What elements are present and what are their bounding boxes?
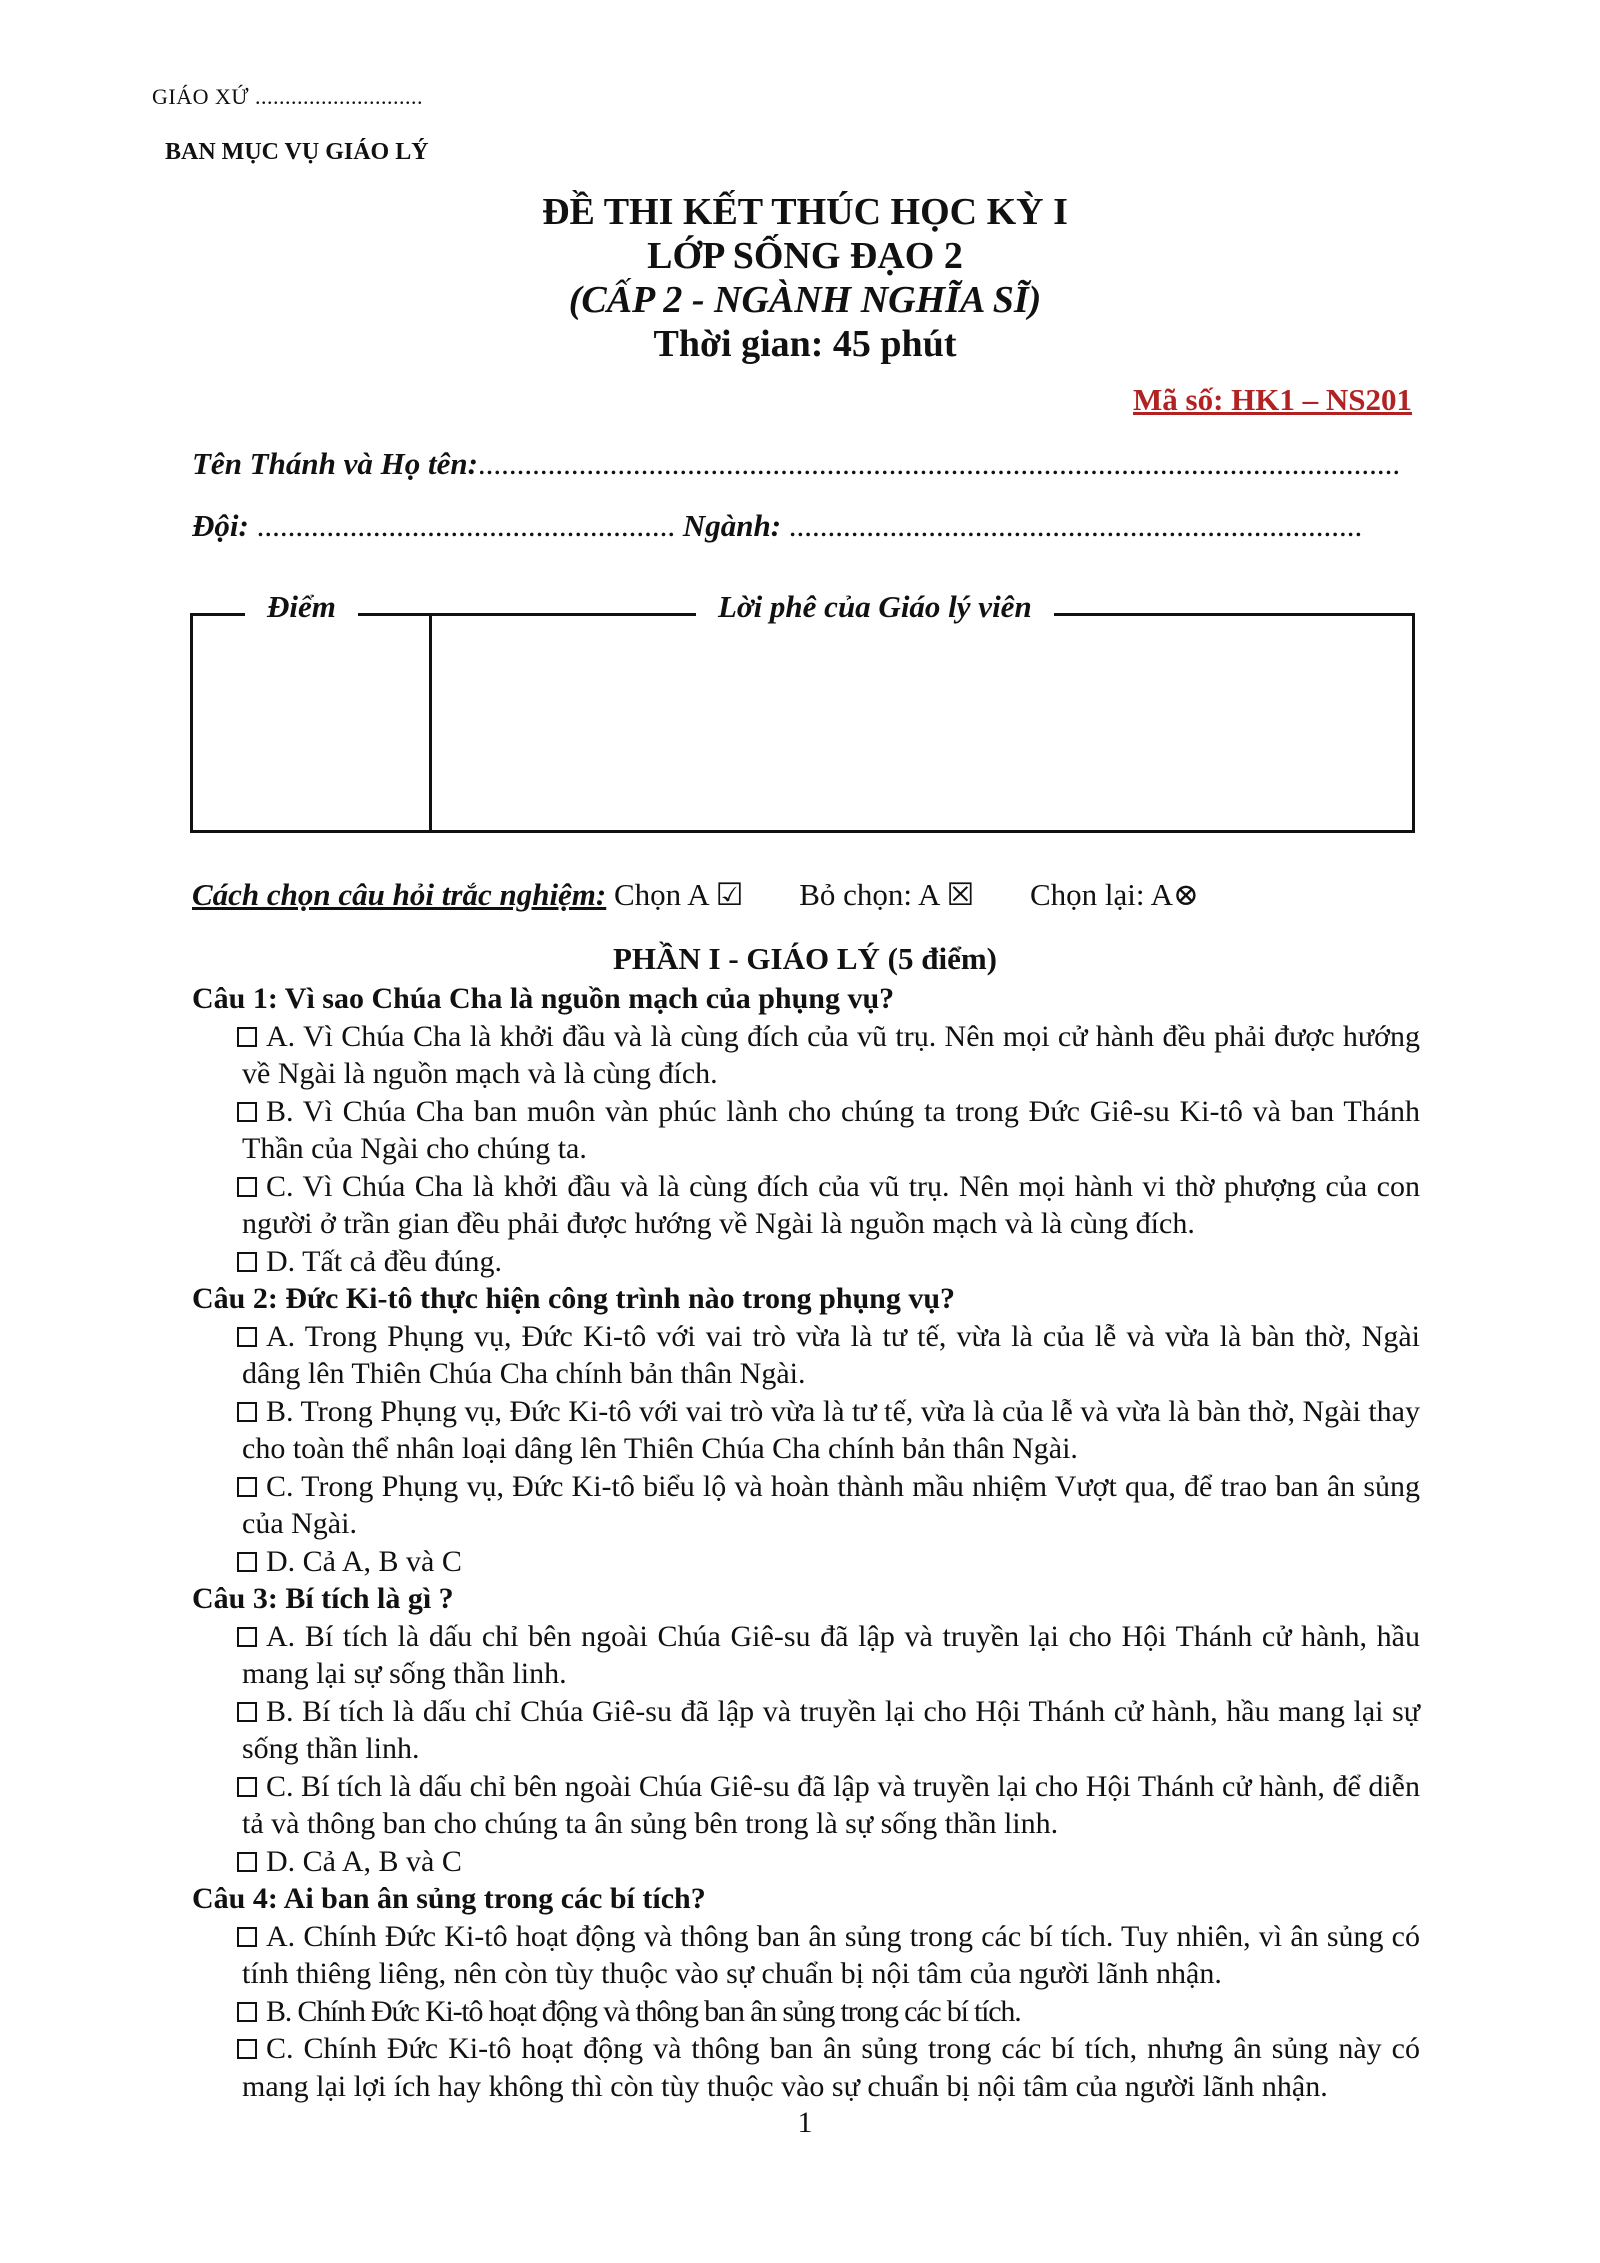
grade-box bbox=[190, 589, 1415, 833]
option-4b[interactable]: B. Chính Đức Ki-tô hoạt động và thông ban ân sủng trong các bí tích. bbox=[192, 1993, 1420, 2031]
checkbox-icon[interactable] bbox=[237, 1702, 257, 1722]
option-3c[interactable]: C. Bí tích là dấu chỉ bên ngoài Chúa Giê-su đã lập và truyền lại cho Hội Thánh cử hành, để diễn tả và thông ban cho chúng ta ân sủng bên trong là sự sống thần linh. bbox=[192, 1768, 1420, 1843]
question-list bbox=[192, 980, 1420, 2105]
option-3a[interactable]: A. Bí tích là dấu chỉ bên ngoài Chúa Giê-su đã lập và truyền lại cho Hội Thánh cử hành, hầu mang lại sự sống thần linh. bbox=[192, 1618, 1420, 1693]
section-title: PHẦN I - GIÁO LÝ (5 điểm) bbox=[612, 941, 998, 976]
checkbox-icon[interactable] bbox=[237, 1552, 257, 1572]
level-name: (CẤP 2 - NGÀNH NGHĨA SĨ) bbox=[568, 279, 1042, 321]
class-name: LỚP SỐNG ĐẠO 2 bbox=[647, 235, 963, 277]
checkbox-icon[interactable] bbox=[237, 2002, 257, 2022]
board-name: BAN MỤC VỤ GIÁO LÝ bbox=[165, 139, 429, 165]
branch-label: Ngành: bbox=[682, 508, 782, 543]
checkbox-icon[interactable] bbox=[237, 1177, 257, 1197]
option-3b[interactable]: B. Bí tích là dấu chỉ Chúa Giê-su đã lập và truyền lại cho Hội Thánh cử hành, hầu mang lại sự sống thần linh. bbox=[192, 1693, 1420, 1768]
option-2d[interactable]: D. Cả A, B và C bbox=[192, 1543, 1420, 1581]
option-1a[interactable]: A. Vì Chúa Cha là khởi đầu và là cùng đích của vũ trụ. Nên mọi cử hành đều phải được hướng về Ngài là nguồn mạch và là cùng đích. bbox=[192, 1018, 1420, 1093]
unchoose-instruction: Bỏ chọn: A ☒ bbox=[799, 877, 975, 912]
checkbox-icon[interactable] bbox=[237, 1852, 257, 1872]
checkbox-icon[interactable] bbox=[237, 1102, 257, 1122]
exam-duration: Thời gian: 45 phút bbox=[653, 323, 957, 365]
name-field[interactable] bbox=[192, 446, 1412, 482]
answer-instructions bbox=[192, 877, 1199, 913]
branch-dots: .......................................................................... bbox=[788, 508, 1363, 543]
question-4: Câu 4: Ai ban ân sủng trong các bí tích? bbox=[192, 1882, 706, 1915]
rechoose-instruction: Chọn lại: A⊗ bbox=[1030, 877, 1199, 912]
option-2b[interactable]: B. Trong Phụng vụ, Đức Ki-tô với vai trò vừa là tư tế, vừa là của lễ và vừa là bàn thờ, Ngài thay cho toàn thể nhân loại dâng lên Thiên Chúa Cha chính bản thân Ngài. bbox=[192, 1393, 1420, 1468]
question-3: Câu 3: Bí tích là gì ? bbox=[192, 1582, 454, 1615]
option-3d[interactable]: D. Cả A, B và C bbox=[192, 1843, 1420, 1881]
checkbox-icon[interactable] bbox=[237, 1027, 257, 1047]
option-1c[interactable]: C. Vì Chúa Cha là khởi đầu và là cùng đích của vũ trụ. Nên mọi hành vi thờ phượng của con người ở trần gian đều phải được hướng về Ngài là nguồn mạch và là cùng đích. bbox=[192, 1168, 1420, 1243]
team-dots: ...................................................... bbox=[256, 508, 676, 543]
team-branch-field[interactable] bbox=[192, 508, 1412, 544]
option-1d[interactable]: D. Tất cả đều đúng. bbox=[192, 1243, 1420, 1281]
checkbox-icon[interactable] bbox=[237, 1777, 257, 1797]
question-2: Câu 2: Đức Ki-tô thực hiện công trình nào trong phụng vụ? bbox=[192, 1282, 956, 1315]
checkbox-icon[interactable] bbox=[237, 1927, 257, 1947]
option-1b[interactable]: B. Vì Chúa Cha ban muôn vàn phúc lành cho chúng ta trong Đức Giê-su Ki-tô và ban Thánh Thần của Ngài cho chúng ta. bbox=[192, 1093, 1420, 1168]
question-1: Câu 1: Vì sao Chúa Cha là nguồn mạch của phụng vụ? bbox=[192, 982, 895, 1015]
option-2c[interactable]: C. Trong Phụng vụ, Đức Ki-tô biểu lộ và hoàn thành mầu nhiệm Vượt qua, để trao ban ân sủng của Ngài. bbox=[192, 1468, 1420, 1543]
option-4a[interactable]: A. Chính Đức Ki-tô hoạt động và thông ban ân sủng trong các bí tích. Tuy nhiên, vì ân sủng có tính thiêng liêng, nên còn tùy thuộc vào sự chuẩn bị nội tâm của người lãnh nhận. bbox=[192, 1918, 1420, 1993]
option-4c[interactable]: C. Chính Đức Ki-tô hoạt động và thông ban ân sủng trong các bí tích, nhưng ân sủng này có mang lại lợi ích hay không thì còn tùy thuộc vào sự chuẩn bị nội tâm của người lãnh nhận. bbox=[192, 2030, 1420, 2105]
checkbox-icon[interactable] bbox=[237, 1327, 257, 1347]
exam-code: Mã số: HK1 – NS201 bbox=[1133, 382, 1412, 417]
name-label: Tên Thánh và Họ tên: bbox=[192, 446, 478, 481]
choose-instruction: Chọn A ☑ bbox=[614, 877, 744, 912]
checkbox-icon[interactable] bbox=[237, 1477, 257, 1497]
checkbox-icon[interactable] bbox=[237, 1252, 257, 1272]
grade-box-divider bbox=[429, 613, 432, 833]
exam-title: ĐỀ THI KẾT THÚC HỌC KỲ I bbox=[542, 191, 1068, 233]
instructions-title: Cách chọn câu hỏi trắc nghiệm: bbox=[192, 877, 607, 912]
name-dots: ....................................................................................................................... bbox=[477, 446, 1401, 481]
page-number: 1 bbox=[797, 2106, 813, 2139]
comment-label: Lời phê của Giáo lý viên bbox=[696, 589, 1054, 625]
parish-line: GIÁO XỨ ............................ bbox=[152, 84, 423, 109]
checkbox-icon[interactable] bbox=[237, 1402, 257, 1422]
checkbox-icon[interactable] bbox=[237, 1627, 257, 1647]
score-label: Điểm bbox=[245, 589, 358, 625]
option-2a[interactable]: A. Trong Phụng vụ, Đức Ki-tô với vai trò vừa là tư tế, vừa là của lễ và vừa là bàn thờ, Ngài dâng lên Thiên Chúa Cha chính bản thân Ngài. bbox=[192, 1318, 1420, 1393]
team-label: Đội: bbox=[192, 508, 249, 543]
checkbox-icon[interactable] bbox=[237, 2039, 257, 2059]
